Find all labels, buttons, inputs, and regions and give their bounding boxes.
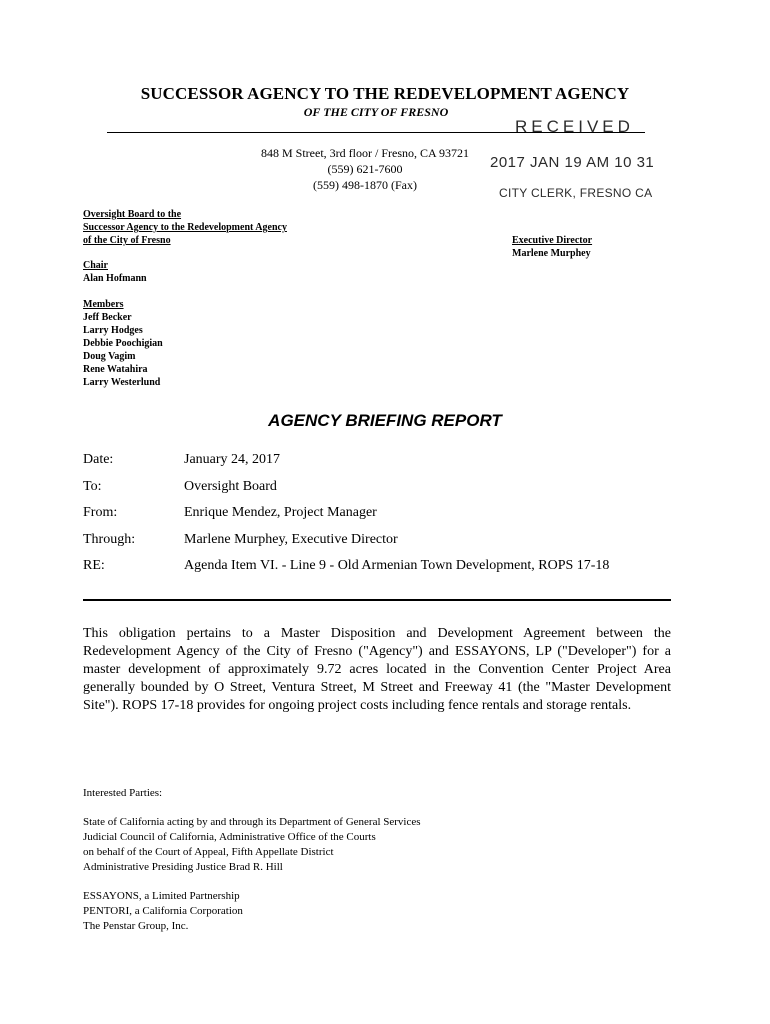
agency-address <box>200 145 530 193</box>
stamp-office: CITY CLERK, FRESNO CA <box>499 186 653 200</box>
chair-name: Alan Hofmann <box>83 273 147 284</box>
member-name: Larry Hodges <box>83 325 143 336</box>
oversight-board-heading <box>83 208 287 247</box>
party-line: Administrative Presiding Justice Brad R. Hill <box>83 861 283 873</box>
board-heading-line: Successor Agency to the Redevelopment Agency <box>83 222 287 233</box>
address-street: 848 M Street, 3rd floor / Fresno, CA 93721 <box>261 146 469 160</box>
stamp-datetime: 2017 JAN 19 AM 10 31 <box>490 154 655 171</box>
document-title: SUCCESSOR AGENCY TO THE REDEVELOPMENT AGENCY <box>140 84 630 103</box>
party-line: ESSAYONS, a Limited Partnership <box>83 890 240 902</box>
address-fax: (559) 498-1870 (Fax) <box>313 178 417 192</box>
memo-value: January 24, 2017 <box>184 452 281 467</box>
member-name: Larry Westerlund <box>83 377 161 388</box>
memo-divider <box>83 599 671 601</box>
memo-label: Through: <box>83 532 136 547</box>
party-line: The Penstar Group, Inc. <box>83 920 189 932</box>
party-line: on behalf of the Court of Appeal, Fifth Appellate District <box>83 846 334 858</box>
document-subtitle: OF THE CITY OF FRESNO <box>303 105 449 119</box>
board-heading-line: Oversight Board to the <box>83 209 182 220</box>
interested-parties <box>83 786 421 934</box>
board-heading-line: of the City of Fresno <box>83 235 171 246</box>
members-block <box>83 298 163 389</box>
memo-value: Agenda Item VI. - Line 9 - Old Armenian Town Development, ROPS 17-18 <box>184 558 610 573</box>
received-stamp: RECEIVED <box>515 117 634 136</box>
member-name: Jeff Becker <box>83 312 132 323</box>
party-line: Judicial Council of California, Administrative Office of the Courts <box>83 831 376 843</box>
memo-label: Date: <box>83 452 114 467</box>
parties-heading: Interested Parties: <box>83 787 163 799</box>
member-name: Doug Vagim <box>83 351 136 362</box>
members-label: Members <box>83 299 124 310</box>
memo-label: From: <box>83 505 118 520</box>
member-name: Rene Watahira <box>83 364 148 375</box>
chair-label: Chair <box>83 260 108 271</box>
chair-block <box>83 259 147 285</box>
memo-value: Marlene Murphey, Executive Director <box>184 532 398 547</box>
address-phone: (559) 621-7600 <box>327 162 403 176</box>
memo-label: RE: <box>83 558 105 573</box>
memo-value: Enrique Mendez, Project Manager <box>184 505 377 520</box>
exec-name: Marlene Murphey <box>512 248 591 259</box>
executive-director-block <box>512 234 592 260</box>
party-line: PENTORI, a California Corporation <box>83 905 243 917</box>
body-paragraph: This obligation pertains to a Master Disposition and Development Agreement between the Redevelopment Agency of the City of Fresno ("Agency") and ESSAYONS, LP ("Developer") for a master development of approximately 9.72 acres located in the Convention Center Project Area generally bounded by O Street, Ventura Street, M Street and Freeway 41 (the "Master Development Site"). ROPS 17-18 provides for ongoing project costs including fence rentals and storage rentals. <box>83 626 671 713</box>
report-title: AGENCY BRIEFING REPORT <box>268 411 502 430</box>
exec-label: Executive Director <box>512 235 593 246</box>
memo-label: To: <box>83 479 102 494</box>
member-name: Debbie Poochigian <box>83 338 163 349</box>
party-line: State of California acting by and through its Department of General Services <box>83 816 421 828</box>
memo-value: Oversight Board <box>184 479 277 494</box>
